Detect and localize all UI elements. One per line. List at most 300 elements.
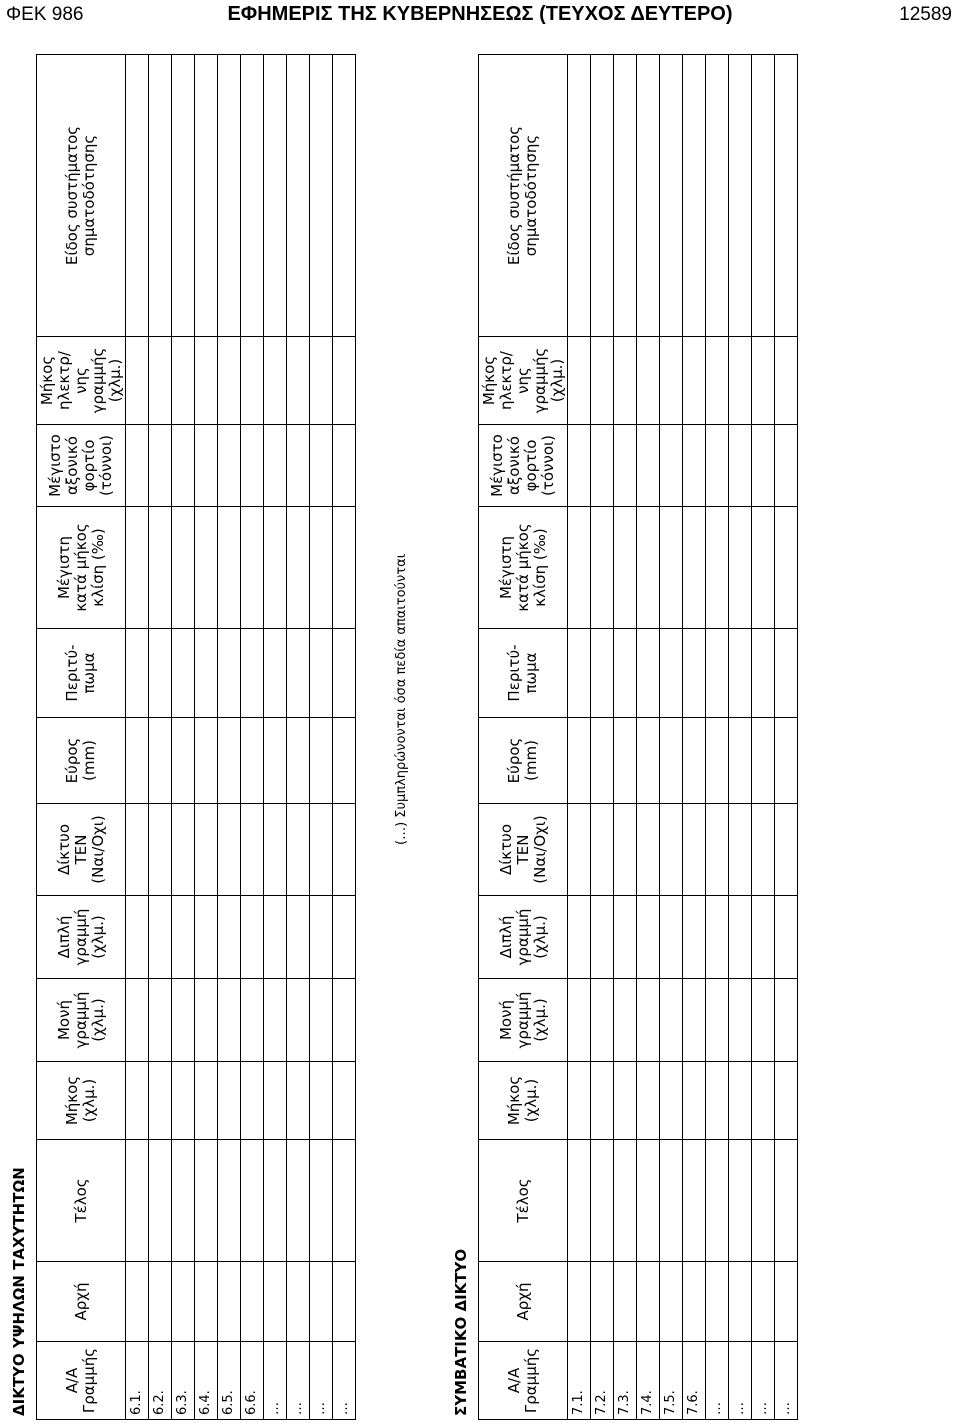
empty-data-cell[interactable]: [126, 718, 149, 804]
empty-data-cell[interactable]: [310, 629, 333, 718]
empty-data-cell[interactable]: [637, 55, 660, 337]
empty-data-cell[interactable]: [195, 896, 218, 979]
empty-data-cell[interactable]: [614, 425, 637, 507]
empty-data-cell[interactable]: [775, 55, 798, 337]
empty-data-cell[interactable]: [126, 896, 149, 979]
empty-data-cell[interactable]: [637, 1062, 660, 1140]
rotated-page-content: [0, 50, 958, 1420]
empty-data-cell[interactable]: [172, 425, 195, 507]
empty-data-cell[interactable]: [729, 804, 752, 896]
empty-data-cell[interactable]: [591, 337, 614, 425]
empty-data-cell[interactable]: [287, 55, 310, 337]
empty-data-cell[interactable]: [775, 979, 798, 1062]
empty-data-cell[interactable]: [729, 979, 752, 1062]
empty-data-cell[interactable]: [729, 55, 752, 337]
empty-data-cell[interactable]: [149, 804, 172, 896]
empty-data-cell[interactable]: [126, 425, 149, 507]
empty-data-cell[interactable]: [241, 507, 264, 629]
empty-data-cell[interactable]: [333, 1262, 356, 1342]
empty-data-cell[interactable]: [637, 979, 660, 1062]
empty-data-cell[interactable]: [333, 804, 356, 896]
empty-data-cell[interactable]: [149, 55, 172, 337]
empty-data-cell[interactable]: [660, 1262, 683, 1342]
empty-data-cell[interactable]: [752, 1062, 775, 1140]
empty-data-cell[interactable]: [568, 718, 591, 804]
row-number-cell: 6.2.: [149, 1342, 172, 1420]
empty-data-cell[interactable]: [264, 1262, 287, 1342]
empty-data-cell[interactable]: [172, 1062, 195, 1140]
empty-data-cell[interactable]: [172, 804, 195, 896]
empty-data-cell[interactable]: [706, 718, 729, 804]
empty-data-cell[interactable]: [149, 507, 172, 629]
empty-data-cell[interactable]: [287, 1062, 310, 1140]
empty-data-cell[interactable]: [591, 425, 614, 507]
empty-data-cell[interactable]: [310, 979, 333, 1062]
table-row: [752, 55, 775, 1420]
empty-data-cell[interactable]: [752, 718, 775, 804]
row-number-cell: …: [264, 1342, 287, 1420]
empty-data-cell[interactable]: [591, 507, 614, 629]
table-row: [218, 55, 241, 1420]
empty-data-cell[interactable]: [775, 718, 798, 804]
empty-data-cell[interactable]: [683, 425, 706, 507]
page-number: 12589: [899, 4, 952, 25]
empty-data-cell[interactable]: [195, 804, 218, 896]
column-header: Περιτύ- πωμα: [37, 629, 126, 718]
empty-data-cell[interactable]: [752, 1262, 775, 1342]
empty-data-cell[interactable]: [218, 337, 241, 425]
empty-data-cell[interactable]: [614, 1062, 637, 1140]
column-header: Τέλος: [37, 1140, 126, 1262]
empty-data-cell[interactable]: [752, 337, 775, 425]
empty-data-cell[interactable]: [568, 1262, 591, 1342]
empty-data-cell[interactable]: [683, 1262, 706, 1342]
empty-data-cell[interactable]: [241, 718, 264, 804]
row-number-cell: 6.3.: [172, 1342, 195, 1420]
column-header: Διπλή γραμμή (χλμ.): [37, 896, 126, 979]
empty-data-cell[interactable]: [287, 1140, 310, 1262]
row-number-cell: 7.2.: [591, 1342, 614, 1420]
empty-data-cell[interactable]: [126, 507, 149, 629]
empty-data-cell[interactable]: [310, 1062, 333, 1140]
empty-data-cell[interactable]: [218, 1262, 241, 1342]
empty-data-cell[interactable]: [568, 425, 591, 507]
empty-data-cell[interactable]: [683, 1140, 706, 1262]
empty-data-cell[interactable]: [126, 55, 149, 337]
empty-data-cell[interactable]: [172, 1262, 195, 1342]
column-header: Μονή γραμμή (χλμ.): [37, 979, 126, 1062]
empty-data-cell[interactable]: [333, 718, 356, 804]
empty-data-cell[interactable]: [683, 896, 706, 979]
empty-data-cell[interactable]: [172, 337, 195, 425]
empty-data-cell[interactable]: [752, 507, 775, 629]
empty-data-cell[interactable]: [614, 1140, 637, 1262]
empty-data-cell[interactable]: [241, 425, 264, 507]
empty-data-cell[interactable]: [752, 804, 775, 896]
empty-data-cell[interactable]: [333, 425, 356, 507]
empty-data-cell[interactable]: [568, 55, 591, 337]
empty-data-cell[interactable]: [706, 55, 729, 337]
empty-data-cell[interactable]: [264, 979, 287, 1062]
empty-data-cell[interactable]: [660, 979, 683, 1062]
high-speed-network-table: [36, 54, 356, 1420]
empty-data-cell[interactable]: [264, 55, 287, 337]
empty-data-cell[interactable]: [637, 1262, 660, 1342]
empty-data-cell[interactable]: [637, 896, 660, 979]
empty-data-cell[interactable]: [218, 629, 241, 718]
column-header: Μέγιστο αξονικό φορτίο (τόννοι): [479, 425, 568, 507]
empty-data-cell[interactable]: [660, 1140, 683, 1262]
empty-data-cell[interactable]: [149, 718, 172, 804]
column-header: Είδος συστήματος σηματοδότησης: [37, 55, 126, 337]
empty-data-cell[interactable]: [218, 1062, 241, 1140]
empty-data-cell[interactable]: [683, 507, 706, 629]
empty-data-cell[interactable]: [287, 979, 310, 1062]
empty-data-cell[interactable]: [591, 55, 614, 337]
empty-data-cell[interactable]: [706, 1062, 729, 1140]
empty-data-cell[interactable]: [706, 1140, 729, 1262]
column-header: Εύρος (mm): [37, 718, 126, 804]
row-number-cell: …: [752, 1342, 775, 1420]
empty-data-cell[interactable]: [637, 425, 660, 507]
empty-data-cell[interactable]: [264, 896, 287, 979]
empty-data-cell[interactable]: [195, 507, 218, 629]
row-number-cell: 7.1.: [568, 1342, 591, 1420]
empty-data-cell[interactable]: [729, 718, 752, 804]
empty-data-cell[interactable]: [637, 507, 660, 629]
empty-data-cell[interactable]: [660, 507, 683, 629]
table-row: [241, 55, 264, 1420]
empty-data-cell[interactable]: [729, 1140, 752, 1262]
empty-data-cell[interactable]: [660, 337, 683, 425]
empty-data-cell[interactable]: [172, 629, 195, 718]
row-number-cell: …: [333, 1342, 356, 1420]
empty-data-cell[interactable]: [310, 718, 333, 804]
empty-data-cell[interactable]: [218, 804, 241, 896]
empty-data-cell[interactable]: [752, 1140, 775, 1262]
empty-data-cell[interactable]: [172, 896, 195, 979]
table-row: [149, 55, 172, 1420]
empty-data-cell[interactable]: [752, 629, 775, 718]
empty-data-cell[interactable]: [568, 629, 591, 718]
empty-data-cell[interactable]: [775, 629, 798, 718]
row-number-cell: …: [706, 1342, 729, 1420]
empty-data-cell[interactable]: [149, 1140, 172, 1262]
empty-data-cell[interactable]: [126, 1140, 149, 1262]
empty-data-cell[interactable]: [614, 804, 637, 896]
empty-data-cell[interactable]: [149, 425, 172, 507]
empty-data-cell[interactable]: [287, 629, 310, 718]
empty-data-cell[interactable]: [218, 979, 241, 1062]
empty-data-cell[interactable]: [706, 337, 729, 425]
column-header: Είδος συστήματος σηματοδότησης: [479, 55, 568, 337]
empty-data-cell[interactable]: [218, 507, 241, 629]
table-row: [775, 55, 798, 1420]
column-header: Μέγιστη κατά μήκος κλίση (‰): [479, 507, 568, 629]
empty-data-cell[interactable]: [706, 629, 729, 718]
empty-data-cell[interactable]: [706, 507, 729, 629]
gazette-issue-number: ΦΕΚ 986: [6, 4, 84, 25]
table-row: [637, 55, 660, 1420]
empty-data-cell[interactable]: [729, 1062, 752, 1140]
empty-data-cell[interactable]: [149, 337, 172, 425]
empty-data-cell[interactable]: [241, 55, 264, 337]
empty-data-cell[interactable]: [729, 425, 752, 507]
empty-data-cell[interactable]: [241, 804, 264, 896]
empty-data-cell[interactable]: [264, 1140, 287, 1262]
empty-data-cell[interactable]: [241, 1062, 264, 1140]
empty-data-cell[interactable]: [614, 55, 637, 337]
empty-data-cell[interactable]: [637, 718, 660, 804]
empty-data-cell[interactable]: [195, 1062, 218, 1140]
empty-data-cell[interactable]: [568, 804, 591, 896]
empty-data-cell[interactable]: [333, 896, 356, 979]
row-number-cell: 7.3.: [614, 1342, 637, 1420]
empty-data-cell[interactable]: [752, 979, 775, 1062]
empty-data-cell[interactable]: [241, 979, 264, 1062]
empty-data-cell[interactable]: [218, 425, 241, 507]
column-header: Μέγιστη κατά μήκος κλίση (‰): [37, 507, 126, 629]
empty-data-cell[interactable]: [149, 979, 172, 1062]
empty-data-cell[interactable]: [333, 979, 356, 1062]
empty-data-cell[interactable]: [172, 718, 195, 804]
empty-data-cell[interactable]: [195, 1262, 218, 1342]
empty-data-cell[interactable]: [241, 629, 264, 718]
empty-data-cell[interactable]: [287, 507, 310, 629]
empty-data-cell[interactable]: [637, 1140, 660, 1262]
empty-data-cell[interactable]: [660, 629, 683, 718]
empty-data-cell[interactable]: [683, 979, 706, 1062]
empty-data-cell[interactable]: [264, 337, 287, 425]
fill-in-note: (…) Συμπληρώνονται όσα πεδία απαιτούνται: [394, 553, 409, 845]
column-header: Μονή γραμμή (χλμ.): [479, 979, 568, 1062]
empty-data-cell[interactable]: [775, 896, 798, 979]
row-number-cell: 6.4.: [195, 1342, 218, 1420]
empty-data-cell[interactable]: [591, 804, 614, 896]
empty-data-cell[interactable]: [752, 55, 775, 337]
empty-data-cell[interactable]: [568, 337, 591, 425]
empty-data-cell[interactable]: [729, 507, 752, 629]
row-number-cell: 7.4.: [637, 1342, 660, 1420]
table-row: [660, 55, 683, 1420]
empty-data-cell[interactable]: [264, 507, 287, 629]
conventional-network-table: [478, 54, 798, 1420]
empty-data-cell[interactable]: [287, 718, 310, 804]
empty-data-cell[interactable]: [287, 804, 310, 896]
empty-data-cell[interactable]: [264, 1062, 287, 1140]
empty-data-cell[interactable]: [195, 337, 218, 425]
empty-data-cell[interactable]: [614, 979, 637, 1062]
empty-data-cell[interactable]: [264, 425, 287, 507]
row-number-cell: 6.1.: [126, 1342, 149, 1420]
empty-data-cell[interactable]: [310, 896, 333, 979]
empty-data-cell[interactable]: [218, 896, 241, 979]
empty-data-cell[interactable]: [172, 507, 195, 629]
column-header: Μήκος (χλμ.): [479, 1062, 568, 1140]
empty-data-cell[interactable]: [637, 337, 660, 425]
empty-data-cell[interactable]: [591, 896, 614, 979]
empty-data-cell[interactable]: [683, 804, 706, 896]
empty-data-cell[interactable]: [333, 55, 356, 337]
table-header-row: [479, 55, 568, 1420]
empty-data-cell[interactable]: [310, 337, 333, 425]
empty-data-cell[interactable]: [591, 718, 614, 804]
column-header: Α/Α Γραμμής: [37, 1342, 126, 1420]
empty-data-cell[interactable]: [683, 337, 706, 425]
empty-data-cell[interactable]: [126, 1262, 149, 1342]
empty-data-cell[interactable]: [310, 425, 333, 507]
empty-data-cell[interactable]: [775, 337, 798, 425]
empty-data-cell[interactable]: [241, 1140, 264, 1262]
column-header: Διπλή γραμμή (χλμ.): [479, 896, 568, 979]
empty-data-cell[interactable]: [333, 507, 356, 629]
empty-data-cell[interactable]: [568, 896, 591, 979]
empty-data-cell[interactable]: [775, 507, 798, 629]
empty-data-cell[interactable]: [287, 337, 310, 425]
table-row: [614, 55, 637, 1420]
empty-data-cell[interactable]: [614, 629, 637, 718]
column-header: Μέγιστο αξονικό φορτίο (τόννοι): [37, 425, 126, 507]
empty-data-cell[interactable]: [568, 979, 591, 1062]
empty-data-cell[interactable]: [149, 1062, 172, 1140]
column-header: Περιτύ- πωμα: [479, 629, 568, 718]
empty-data-cell[interactable]: [660, 425, 683, 507]
empty-data-cell[interactable]: [126, 979, 149, 1062]
empty-data-cell[interactable]: [614, 1262, 637, 1342]
empty-data-cell[interactable]: [195, 629, 218, 718]
empty-data-cell[interactable]: [591, 979, 614, 1062]
empty-data-cell[interactable]: [310, 804, 333, 896]
empty-data-cell[interactable]: [683, 629, 706, 718]
empty-data-cell[interactable]: [591, 629, 614, 718]
empty-data-cell[interactable]: [218, 1140, 241, 1262]
empty-data-cell[interactable]: [195, 979, 218, 1062]
empty-data-cell[interactable]: [333, 1062, 356, 1140]
empty-data-cell[interactable]: [706, 1262, 729, 1342]
column-header: Αρχή: [479, 1262, 568, 1342]
empty-data-cell[interactable]: [706, 979, 729, 1062]
section-title-high-speed: ΔΙΚΤΥΟ ΥΨΗΛΩΝ ΤΑΧΥΤΗΤΩΝ: [10, 1167, 28, 1416]
empty-data-cell[interactable]: [149, 896, 172, 979]
table-row: [310, 55, 333, 1420]
table-row: [126, 55, 149, 1420]
empty-data-cell[interactable]: [172, 1140, 195, 1262]
column-header: Δίκτυο TEN (Ναι/Οχι): [479, 804, 568, 896]
empty-data-cell[interactable]: [683, 718, 706, 804]
empty-data-cell[interactable]: [660, 1062, 683, 1140]
empty-data-cell[interactable]: [752, 425, 775, 507]
empty-data-cell[interactable]: [591, 1262, 614, 1342]
empty-data-cell[interactable]: [310, 1262, 333, 1342]
empty-data-cell[interactable]: [614, 896, 637, 979]
empty-data-cell[interactable]: [729, 1262, 752, 1342]
table-row: [287, 55, 310, 1420]
empty-data-cell[interactable]: [287, 896, 310, 979]
empty-data-cell[interactable]: [752, 896, 775, 979]
empty-data-cell[interactable]: [149, 1262, 172, 1342]
empty-data-cell[interactable]: [287, 425, 310, 507]
empty-data-cell[interactable]: [683, 1062, 706, 1140]
empty-data-cell[interactable]: [591, 1062, 614, 1140]
empty-data-cell[interactable]: [568, 1140, 591, 1262]
empty-data-cell[interactable]: [333, 1140, 356, 1262]
empty-data-cell[interactable]: [683, 55, 706, 337]
empty-data-cell[interactable]: [195, 1140, 218, 1262]
row-number-cell: 7.5.: [660, 1342, 683, 1420]
empty-data-cell[interactable]: [591, 1140, 614, 1262]
empty-data-cell[interactable]: [333, 629, 356, 718]
empty-data-cell[interactable]: [660, 718, 683, 804]
empty-data-cell[interactable]: [310, 1140, 333, 1262]
empty-data-cell[interactable]: [660, 896, 683, 979]
empty-data-cell[interactable]: [614, 718, 637, 804]
empty-data-cell[interactable]: [706, 804, 729, 896]
empty-data-cell[interactable]: [195, 718, 218, 804]
empty-data-cell[interactable]: [195, 425, 218, 507]
empty-data-cell[interactable]: [241, 337, 264, 425]
empty-data-cell[interactable]: [775, 1062, 798, 1140]
row-number-cell: …: [775, 1342, 798, 1420]
empty-data-cell[interactable]: [218, 55, 241, 337]
empty-data-cell[interactable]: [126, 337, 149, 425]
empty-data-cell[interactable]: [729, 629, 752, 718]
empty-data-cell[interactable]: [241, 896, 264, 979]
row-number-cell: …: [287, 1342, 310, 1420]
empty-data-cell[interactable]: [775, 425, 798, 507]
empty-data-cell[interactable]: [706, 425, 729, 507]
column-header: Δίκτυο TEN (Ναι/Οχι): [37, 804, 126, 896]
empty-data-cell[interactable]: [287, 1262, 310, 1342]
gazette-title: ΕΦΗΜΕΡΙΣ ΤΗΣ ΚΥΒΕΡΝΗΣΕΩΣ (ΤΕΥΧΟΣ ΔΕΥΤΕΡΟ): [227, 3, 733, 25]
empty-data-cell[interactable]: [126, 804, 149, 896]
empty-data-cell[interactable]: [637, 629, 660, 718]
empty-data-cell[interactable]: [775, 1140, 798, 1262]
empty-data-cell[interactable]: [729, 896, 752, 979]
empty-data-cell[interactable]: [264, 629, 287, 718]
empty-data-cell[interactable]: [706, 896, 729, 979]
row-number-cell: 6.5.: [218, 1342, 241, 1420]
empty-data-cell[interactable]: [172, 55, 195, 337]
table-row: [706, 55, 729, 1420]
empty-data-cell[interactable]: [568, 507, 591, 629]
empty-data-cell[interactable]: [775, 1262, 798, 1342]
empty-data-cell[interactable]: [149, 629, 172, 718]
empty-data-cell[interactable]: [614, 337, 637, 425]
empty-data-cell[interactable]: [310, 55, 333, 337]
page-header: [0, 0, 960, 30]
empty-data-cell[interactable]: [614, 507, 637, 629]
empty-data-cell[interactable]: [126, 1062, 149, 1140]
empty-data-cell[interactable]: [729, 337, 752, 425]
empty-data-cell[interactable]: [333, 337, 356, 425]
empty-data-cell[interactable]: [241, 1262, 264, 1342]
empty-data-cell[interactable]: [310, 507, 333, 629]
empty-data-cell[interactable]: [660, 804, 683, 896]
empty-data-cell[interactable]: [660, 55, 683, 337]
empty-data-cell[interactable]: [195, 55, 218, 337]
column-header: Μήκος ηλεκτρ/νης γραμμής (χλμ.): [37, 337, 126, 425]
empty-data-cell[interactable]: [264, 718, 287, 804]
empty-data-cell[interactable]: [637, 804, 660, 896]
column-header: Α/Α Γραμμής: [479, 1342, 568, 1420]
empty-data-cell[interactable]: [172, 979, 195, 1062]
empty-data-cell[interactable]: [218, 718, 241, 804]
empty-data-cell[interactable]: [775, 804, 798, 896]
empty-data-cell[interactable]: [126, 629, 149, 718]
empty-data-cell[interactable]: [264, 804, 287, 896]
column-header: Μήκος (χλμ.): [37, 1062, 126, 1140]
empty-data-cell[interactable]: [568, 1062, 591, 1140]
